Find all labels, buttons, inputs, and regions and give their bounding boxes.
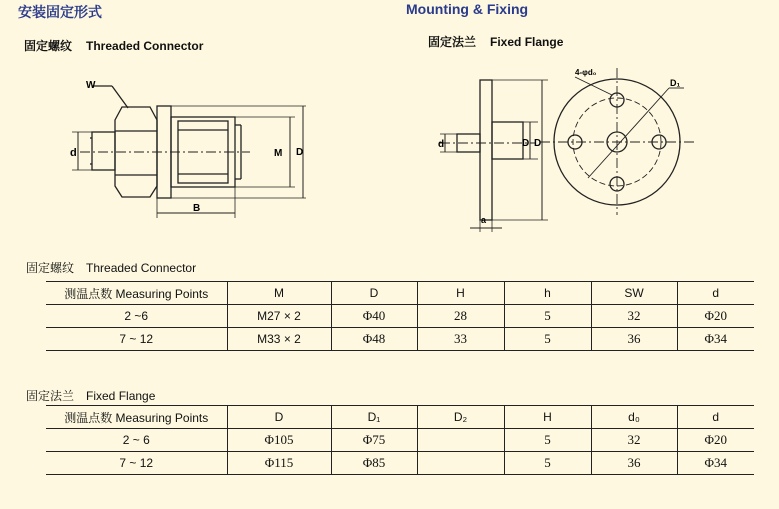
label-flange-d1: D [522,138,530,149]
label-big-d: D [296,147,304,158]
header-cell: 测温点数 Measuring Points [46,406,227,429]
header-cell: h [504,282,591,305]
table-cell: 5 [504,429,591,452]
threaded-caption-cn: 固定螺纹 [26,261,75,275]
table-cell: Φ40 [331,305,417,328]
section-title-cn: 安装固定形式 [18,5,102,21]
table-cell: 32 [591,305,677,328]
table-cell: 28 [417,305,504,328]
table-cell: 5 [504,328,591,351]
table-cell: 5 [504,305,591,328]
table-cell: M27 × 2 [227,305,331,328]
header-cell: M [227,282,331,305]
header-cell: H [417,282,504,305]
table-cell [417,429,504,452]
header-cell: D [227,406,331,429]
label-m: M [274,148,283,159]
header-cell: d₀ [591,406,677,429]
table-cell: 33 [417,328,504,351]
table-cell: Φ105 [227,429,331,452]
flange-caption-cn: 固定法兰 [26,389,75,403]
flange-table-caption [26,387,155,404]
threaded-caption-en: Threaded Connector [86,261,197,275]
table-cell: 36 [591,452,677,475]
table-cell: 2 ~6 [46,305,227,328]
fixed-flange-side-drawing [440,80,548,232]
table-cell: Φ48 [331,328,417,351]
threaded-connector-drawing [72,86,306,218]
table-cell: 36 [591,328,677,351]
fixed-flange-table [46,405,754,475]
table-cell: Φ34 [677,452,754,475]
table-row [46,305,754,328]
threaded-heading-cn: 固定螺纹 [24,39,73,53]
flange-caption-en: Fixed Flange [86,389,156,403]
threaded-heading-en: Threaded Connector [86,39,204,53]
table-cell: Φ115 [227,452,331,475]
label-d: d [70,147,77,159]
table-header-row [46,282,754,305]
table-cell: 5 [504,452,591,475]
header-cell: D [331,282,417,305]
table-row [46,452,754,475]
header-cell: D₁ [331,406,417,429]
flange-heading-en: Fixed Flange [490,35,564,49]
table-cell: Φ34 [677,328,754,351]
header-cell: H [504,406,591,429]
header-cell: d [677,282,754,305]
table-row [46,429,754,452]
threaded-table-caption [26,259,196,276]
header-cell: d [677,406,754,429]
table-row [46,328,754,351]
table-cell: 32 [591,429,677,452]
label-flange-d: d [438,139,445,150]
threaded-connector-table [46,281,754,351]
label-flange-h: a [481,215,487,225]
label-holes: 4-φd₀ [575,68,597,77]
header-cell: 测温点数 Measuring Points [46,282,227,305]
label-flange-big-d: D [534,138,542,149]
label-h: B [193,203,201,214]
header-cell: SW [591,282,677,305]
label-sw: W [86,80,96,91]
table-cell: Φ75 [331,429,417,452]
flange-heading-cn: 固定法兰 [428,35,477,49]
fixed-flange-front-drawing [540,68,695,215]
table-cell: 7 ~ 12 [46,328,227,351]
label-d1: D₁ [670,78,681,88]
table-cell: 7 ~ 12 [46,452,227,475]
table-cell: 2 ~ 6 [46,429,227,452]
table-cell: Φ85 [331,452,417,475]
table-cell: M33 × 2 [227,328,331,351]
section-title-en: Mounting & Fixing [406,1,529,17]
table-cell: Φ20 [677,429,754,452]
table-cell [417,452,504,475]
table-cell: Φ20 [677,305,754,328]
header-cell: D₂ [417,406,504,429]
table-header-row [46,406,754,429]
